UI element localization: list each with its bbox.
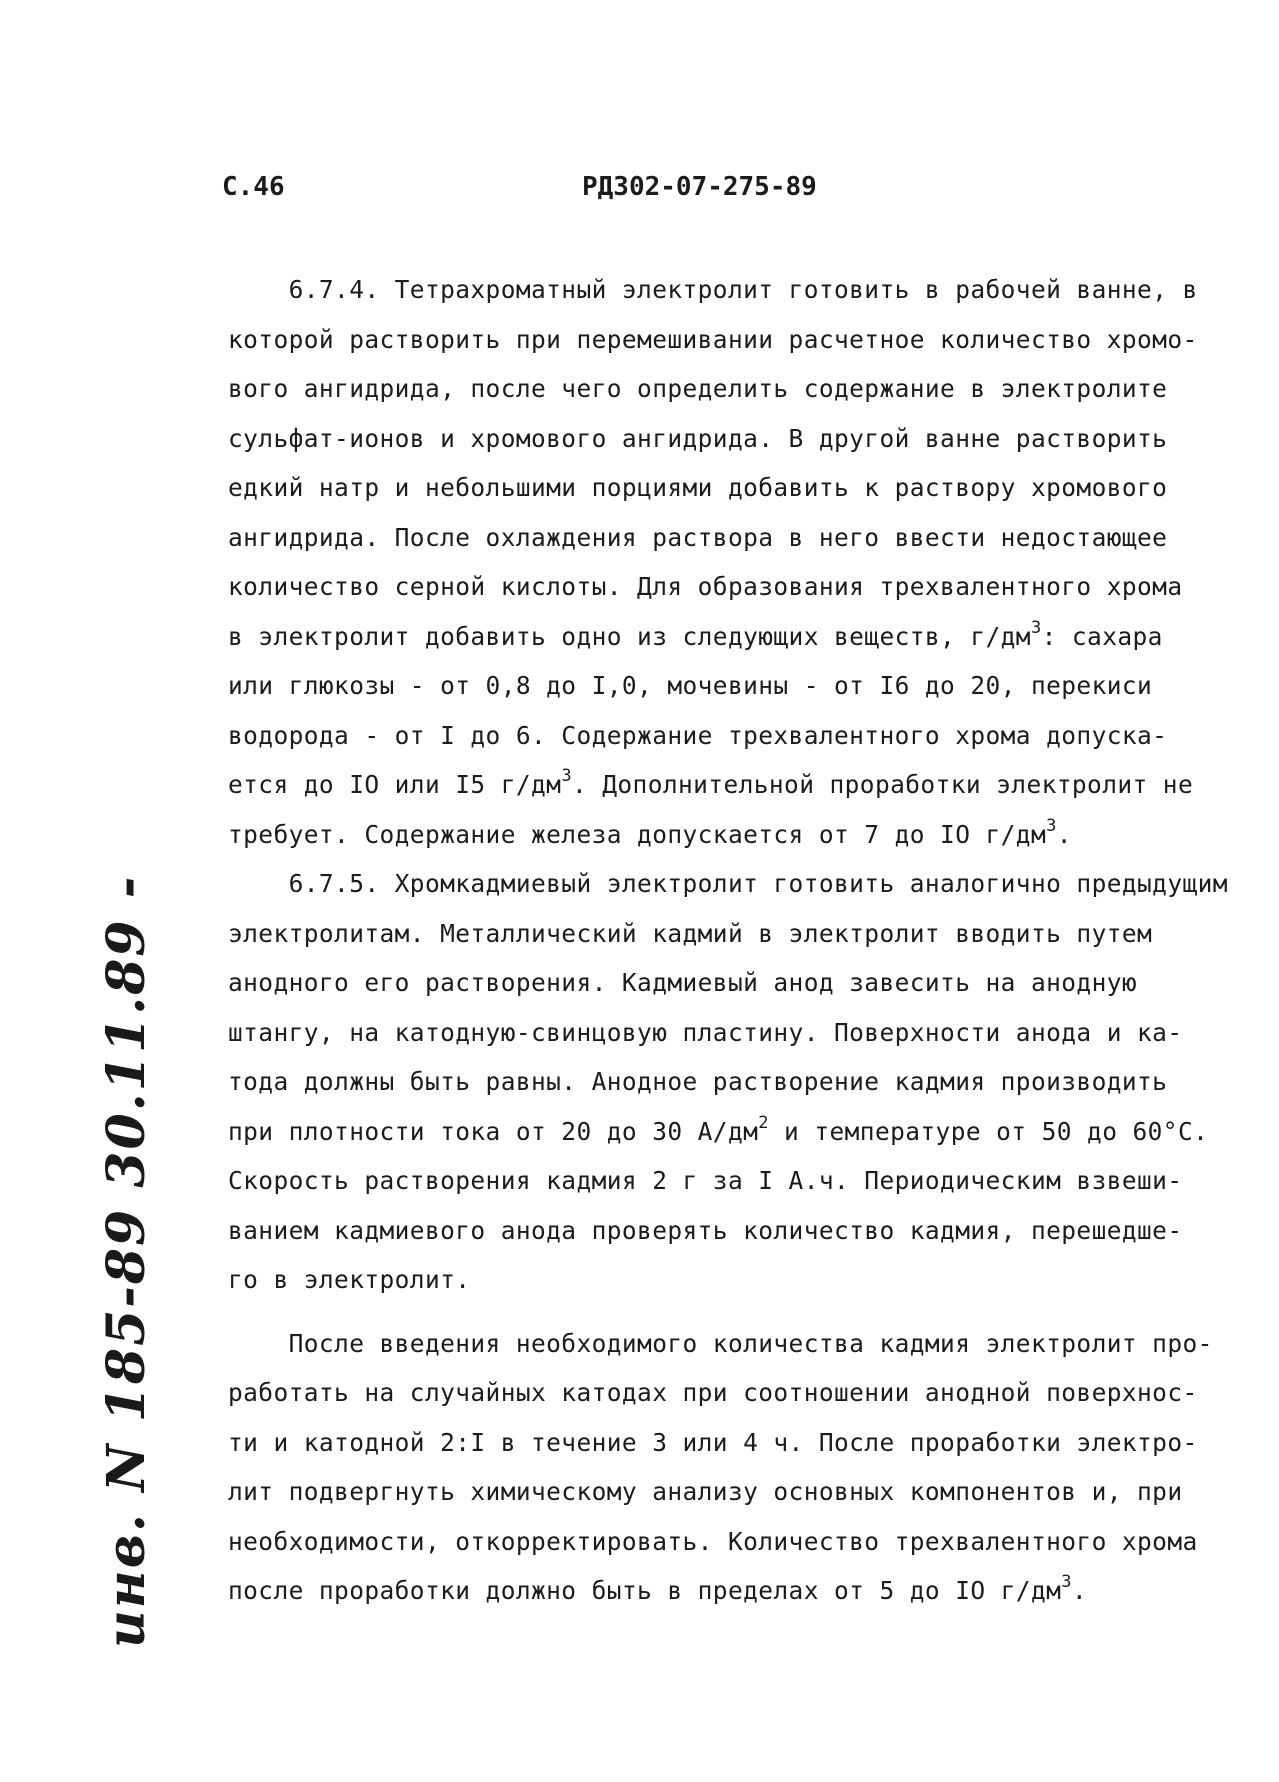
line-text: ется до IO или I5 г/дм <box>228 770 562 799</box>
text-line <box>228 1368 1228 1418</box>
page-number: С.46 <box>222 172 285 202</box>
document-code: РД302-07-275-89 <box>582 172 817 202</box>
line-text: лит подвергнуть химическому анализу основных компонентов и, при <box>228 1477 1183 1506</box>
line-text-continued: . <box>1056 819 1072 849</box>
line-text: требует. Содержание железа допускается от 7 до IO г/дм <box>228 819 1047 849</box>
text-line <box>228 958 1228 1008</box>
line-text: 6.7.5. Хромкадмиевый электролит готовить аналогично предыдущим <box>228 869 1228 898</box>
line-text-continued: . Дополнительной проработки электролит не <box>571 770 1194 799</box>
text-line <box>228 760 1228 810</box>
line-text: 6.7.4. Тетрахроматный электролит готовить в рабочей ванне, в <box>228 275 1198 304</box>
text-line <box>228 1418 1228 1468</box>
superscript: 3 <box>561 766 572 786</box>
text-line <box>228 1107 1228 1157</box>
text-line <box>228 711 1228 761</box>
text-line <box>228 859 1228 909</box>
line-text: го в электролит. <box>228 1265 471 1294</box>
text-line <box>228 1206 1228 1256</box>
line-text: которой растворить при перемешивании расчетное количество хромо- <box>228 324 1198 354</box>
line-text: или глюкозы - от 0,8 до I,0, мочевины - от I6 до 20, перекиси <box>228 671 1153 700</box>
superscript: 2 <box>758 1112 769 1133</box>
text-line <box>228 315 1228 365</box>
superscript: 3 <box>1030 617 1042 638</box>
line-text: анодного его растворения. Кадмиевый анод завесить на анодную <box>228 968 1138 997</box>
text-line <box>228 1156 1228 1206</box>
text-line <box>228 612 1228 662</box>
line-text: количество серной кислоты. Для образования трехвалентного хрома <box>228 572 1183 601</box>
line-text: вого ангидрида, после чего определить содержание в электролите <box>228 374 1168 403</box>
text-line <box>228 1517 1228 1567</box>
text-line <box>228 1319 1228 1369</box>
line-text: необходимости, откорректировать. Количество трехвалентного хрома <box>228 1526 1198 1556</box>
text-line <box>228 1057 1228 1107</box>
line-text: сульфат-ионов и хромового ангидрида. В другой ванне растворить <box>228 423 1168 453</box>
superscript: 3 <box>1046 815 1057 836</box>
text-line <box>228 414 1228 464</box>
text-line <box>228 1566 1228 1616</box>
line-text: при плотности тока от 20 до 30 А/дм <box>228 1116 759 1146</box>
line-text-continued: : сахара <box>1041 621 1163 651</box>
text-line <box>228 1467 1228 1517</box>
line-text: после проработки должно быть в пределах от 5 до IO г/дм <box>228 1576 1062 1605</box>
line-text: работать на случайных катодах при соотношении анодной поверхнос- <box>228 1378 1198 1407</box>
line-text: ванием кадмиевого анода проверять количество кадмия, перешедше- <box>228 1215 1183 1245</box>
line-text: тода должны быть равны. Анодное растворение кадмия производить <box>228 1067 1168 1096</box>
line-text: водорода - от I до 6. Содержание трехвалентного хрома допуска- <box>228 720 1168 750</box>
text-line <box>228 265 1228 315</box>
text-line <box>228 513 1228 563</box>
text-line <box>228 562 1228 612</box>
text-line <box>228 661 1228 711</box>
text-line <box>228 364 1228 414</box>
line-text: ти и катодной 2:I в течение 3 или 4 ч. После проработки электро- <box>228 1427 1198 1457</box>
line-text: электролитам. Металлический кадмий в электролит вводить путем <box>228 918 1153 948</box>
line-text: в электролит добавить одно из следующих веществ, г/дм <box>228 621 1031 651</box>
text-line <box>228 909 1228 959</box>
line-text-continued: . <box>1071 1576 1088 1605</box>
line-text-continued: и температуре от 50 до 60°С. <box>768 1116 1209 1146</box>
line-text: Скорость растворения кадмия 2 г за I А.ч. Периодическим взвеши- <box>228 1166 1183 1195</box>
text-line <box>228 463 1228 513</box>
superscript: 3 <box>1061 1572 1072 1592</box>
handwritten-inventory-note: инв. N 185-89 30.11.89 - <box>96 874 157 1648</box>
text-line <box>228 810 1228 860</box>
body-text <box>228 265 1228 1616</box>
line-text: штангу, на катодную-свинцовую пластину. Поверхности анода и ка- <box>228 1017 1183 1047</box>
line-text: После введения необходимого количества кадмия электролит про- <box>228 1328 1213 1358</box>
text-line <box>228 1255 1228 1305</box>
line-text: едкий натр и небольшими порциями добавить к раствору хромового <box>228 473 1168 502</box>
line-text: ангидрида. После охлаждения раствора в него ввести недостающее <box>228 522 1168 552</box>
text-line <box>228 1008 1228 1058</box>
